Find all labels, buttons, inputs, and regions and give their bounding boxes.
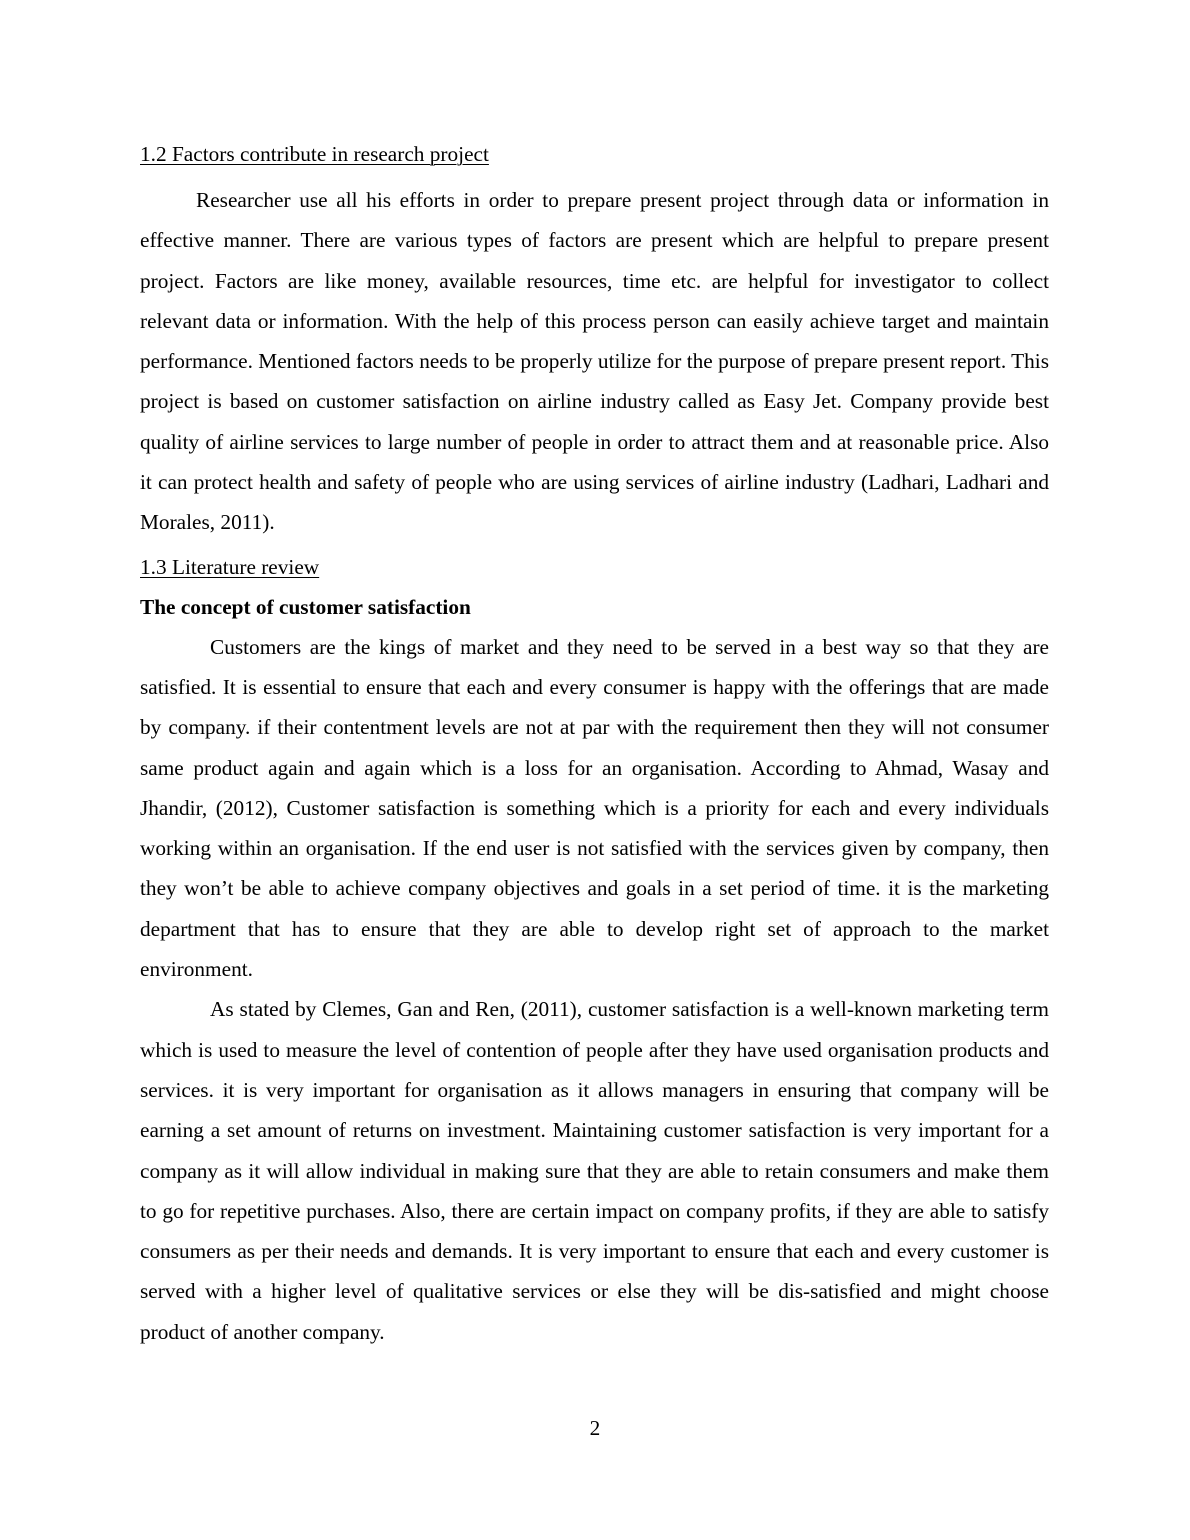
subheading-customer-satisfaction: The concept of customer satisfaction: [140, 594, 471, 619]
paragraph-factors: Researcher use all his efforts in order to prepare present project through data or information in effective manner. There are various types of factors are present which are helpful to prepare present project. Factors are like money, available resources, time etc. are helpful for investigator to collect relevant data or information. With the help of this process person can easily achieve target and maintain performance. Mentioned factors needs to be properly utilize for the purpose of prepare present report. This project is based on customer satisfaction on airline industry called as Easy Jet. Company provide best quality of airline services to large number of people in order to attract them and at reasonable price. Also it can protect health and safety of people who are using services of airline industry (Ladhari, Ladhari and Morales, 2011).: [140, 188, 1049, 535]
section-heading-literature-review: 1.3 Literature review: [140, 554, 320, 579]
section-heading-factors: 1.2 Factors contribute in research project: [140, 142, 489, 166]
page-number: 2: [589, 1416, 601, 1440]
paragraph-clemes: As stated by Clemes, Gan and Ren, (2011), customer satisfaction is a well-known marketing term which is used to measure the level of contention of people after they have used organisation products and services. it is very important for organisation as it allows managers in ensuring that company will be earning a set amount of returns on investment. Maintaining customer satisfaction is very important for a company as it will allow individual in making sure that they are able to retain consumers and make them to go for repetitive purchases. Also, there are certain impact on company profits, if they are able to satisfy consumers as per their needs and demands. It is very important to ensure that each and every customer is served with a higher level of qualitative services or else they will be dis-satisfied and might choose product of another company.: [140, 997, 1049, 1344]
document-page: [140, 140, 1049, 1352]
paragraph-customers-kings: Customers are the kings of market and they need to be served in a best way so that they are satisfied. It is essential to ensure that each and every consumer is happy with the offerings that are made by company. if their contentment levels are not at par with the requirement then they will not consumer same product again and again which is a loss for an organisation. According to Ahmad, Wasay and Jhandir, (2012), Customer satisfaction is something which is a priority for each and every individuals working within an organisation. If the end user is not satisfied with the services given by company, then they won’t be able to achieve company objectives and goals in a set period of time. it is the marketing department that has to ensure that they are able to develop right set of approach to the market environment.: [140, 634, 1049, 982]
